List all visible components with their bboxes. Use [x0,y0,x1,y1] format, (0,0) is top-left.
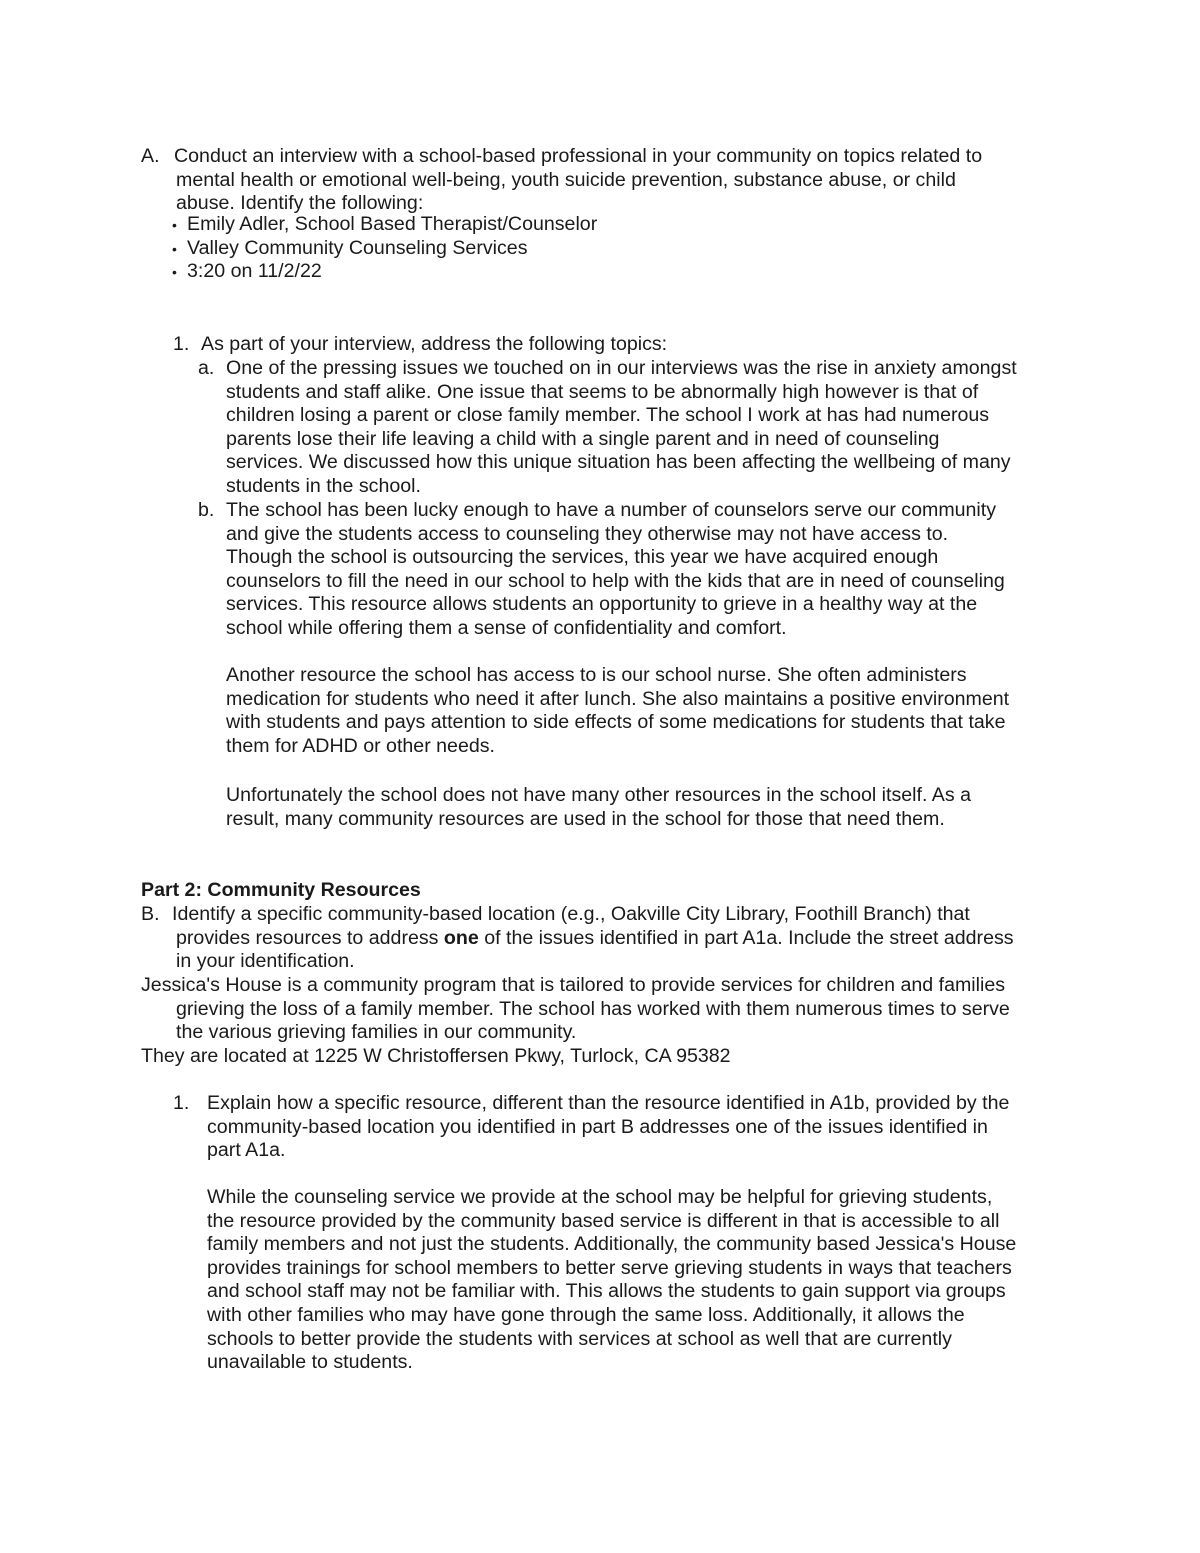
text-line: and give the students access to counseling they otherwise may not have access to. [226,522,949,545]
text-line: mental health or emotional well-being, youth suicide prevention, substance abuse, or child [176,168,956,191]
text-line: community-based location you identified in part B addresses one of the issues identified in [207,1115,988,1138]
text-line: with students and pays attention to side effects of some medications for students that take [226,711,1006,734]
text-line: services. This resource allows students an opportunity to grieve in a healthy way at the [226,593,978,616]
text-line: services. We discussed how this unique situation has been affecting the wellbeing of many [226,451,1011,474]
text-line: part A1a. [207,1139,286,1162]
text-line: family members and not just the students. Additionally, the community based Jessica's House [207,1233,1017,1256]
bullet-icon: • [172,240,177,257]
text-line: parents lose their life leaving a child with a single parent and in need of counseling [226,427,940,450]
text-line: unavailable to students. [207,1351,413,1374]
text-line: Jessica's House is a community program that is tailored to provide services for children and families [141,974,1006,996]
text-line: them for ADHD or other needs. [226,734,495,757]
text-line: Explain how a specific resource, different than the resource identified in A1b, provided by the [207,1092,1010,1114]
part2-address: They are located at 1225 W Christoffersen Pkwy, Turlock, CA 95382 [141,1045,731,1067]
bullet-icon: • [172,264,177,281]
part2-b-line2 [176,927,1014,951]
text-line: result, many community resources are used in the school for those that need them. [226,807,945,830]
a1-instruction: As part of your interview, address the following topics: [201,333,668,355]
text-line: students in the school. [226,475,421,497]
text-line: While the counseling service we provide at the school may be helpful for grieving students, [207,1186,993,1208]
text-line: with other families who may have gone through the same loss. Additionally, it allows the [207,1304,965,1326]
part2-b-line2-pre: provides resources to address [176,926,444,949]
text-line: schools to better provide the students with services at school as well that are currently [207,1327,952,1350]
text-line: One of the pressing issues we touched on in our interviews was the rise in anxiety amongst [226,357,1017,379]
text-line: school while offering them a sense of confidentiality and comfort. [226,617,787,639]
text-line: Conduct an interview with a school-based professional in your community on topics related to [174,145,983,167]
text-line: children losing a parent or close family member. The school I work at has had numerous [226,404,990,427]
text-line: grieving the loss of a family member. The school has worked with them numerous times to serve [176,997,1010,1020]
text-line: Though the school is outsourcing the services, this year we have acquired enough [226,546,939,569]
text-line: the resource provided by the community based service is different in that is accessible to all [207,1209,1000,1232]
text-line: provides trainings for school members to better serve grieving students in ways that teachers [207,1256,1012,1279]
a1b-marker: b. [198,499,215,521]
text-line: students and staff alike. One issue that seems to be abnormally high however is that of [226,380,979,403]
emphasis-one: one [443,926,479,949]
text-line: medication for students who need it after lunch. She also maintains a positive environment [226,687,1010,710]
text-line: abuse. Identify the following: [176,192,424,215]
text-line: Another resource the school has access to is our school nurse. She often administers [226,664,967,686]
bullet-item-contact: Emily Adler, School Based Therapist/Counselor [187,213,598,235]
text-line: counselors to fill the need in our school to help with the kids that are in need of counseling [226,569,1005,592]
part2-b-line2-post: of the issues identified in part A1a. Include the street address [478,926,1014,949]
text-line: Unfortunately the school does not have many other resources in the school itself. As a [226,784,971,806]
bullet-item-time: 3:20 on 11/2/22 [187,260,322,283]
text-line: the various grieving families in our community. [176,1021,577,1044]
part2-b-line1: Identify a specific community-based location (e.g., Oakville City Library, Foothill Branch) that [172,903,970,925]
part2-b-marker: B. [141,903,160,925]
bullet-item-organization: Valley Community Counseling Services [187,236,528,259]
b1-marker: 1. [173,1092,190,1114]
bullet-icon: • [172,217,177,233]
section-a-marker: A. [141,145,160,167]
text-line: The school has been lucky enough to have a number of counselors serve our community [226,499,997,521]
a1a-marker: a. [198,357,215,379]
text-line: and school staff may not be familiar with. This allows the students to gain support via groups [207,1280,1006,1303]
part2-b-line3: in your identification. [176,950,355,973]
a1-marker: 1. [173,333,190,355]
part2-heading: Part 2: Community Resources [141,879,421,901]
